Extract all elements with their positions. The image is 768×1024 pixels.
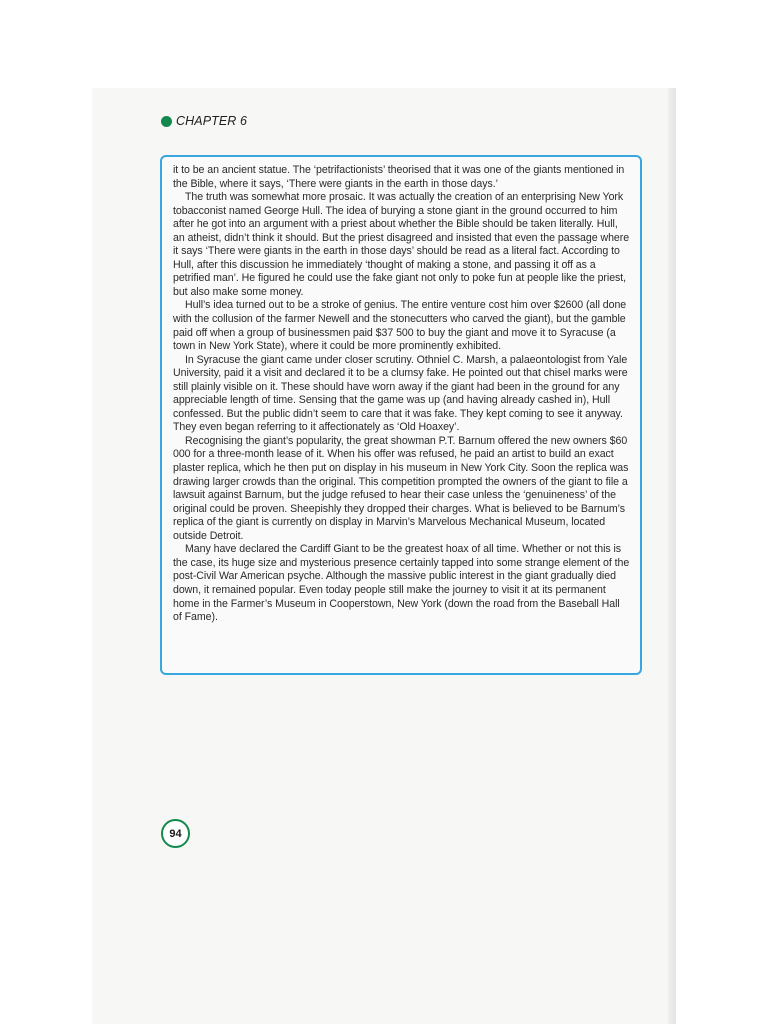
paragraph-2: The truth was somewhat more prosaic. It was actually the creation of an enterprising New York tobacconist named George Hull. The idea of burying a stone giant in the ground occurred to him after he got into an argument with a priest about whether the Bible should be taken literally. Hull, an atheist, didn’t think it should. But the priest disagreed and insisted that even the passage where it says ‘There were giants in the earth in those days’ should be read as a literal fact. According to Hull, after this discussion he immediately ‘thought of making a stone, and passing it off as a petrified man’. He figured he could use the fake giant not only to poke fun at people like the priest, but also make some money. [173,191,630,298]
chapter-heading [161,114,247,128]
paragraph-5: Recognising the giant’s popularity, the great showman P.T. Barnum offered the new owners $60 000 for a three-month lease of it. When his offer was refused, he paid an artist to build an exact plaster replica, which he then put on display in his museum in New York City. Soon the replica was drawing larger crowds than the original. This competition prompted the owners of the giant to file a lawsuit against Barnum, but the judge refused to hear their case unless the ‘genuineness’ of the original could be proven. Sheepishly they dropped their charges. What is believed to be Barnum’s replica of the giant is currently on display in Marvin’s Marvelous Mechanical Museum, located outside Detroit. [173,434,629,542]
page-number-badge [161,819,190,848]
paragraph-6: Many have declared the Cardiff Giant to be the greatest hoax of all time. Whether or not this is the case, its huge size and mysterious presence certainly tapped into some strange element of the post-Civil War American psyche. Although the massive public interest in the giant gradually died down, it remained popular. Even today people still make the journey to visit it at its permanent home in the Farmer’s Museum in Cooperstown, New York (down the road from the Baseball Hall of Fame). [173,543,630,624]
page-edge-shadow [668,88,676,1024]
page-number: 94 [169,827,182,840]
text-box [160,155,642,675]
chapter-label: CHAPTER 6 [176,114,248,128]
paragraph-4: In Syracuse the giant came under closer scrutiny. Othniel C. Marsh, a palaeontologist from Yale University, paid it a visit and declared it to be a clumsy fake. He pointed out that chisel marks were still plainly visible on it. These should have worn away if the giant had been in the ground for any appreciable length of time. Sensing that the game was up (and having already cashed in), Hull confessed. But the public didn’t seem to care that it was fake. They kept coming to see it anyway. They even began referring to it affectionately as ‘Old Hoaxey’. [173,353,628,434]
chapter-bullet-icon [161,116,172,127]
paragraph-3: Hull’s idea turned out to be a stroke of genius. The entire venture cost him over $2600 (all done with the collusion of the farmer Newell and the stonecutters who carved the giant), but the gamble paid off when a group of businessmen paid $37 500 to buy the giant and move it to Syracuse (a town in New York State), where it could be more prominently exhibited. [173,299,627,353]
paragraph-1: it to be an ancient statue. The ‘petrifactionists’ theorised that it was one of the giants mentioned in the Bible, where it says, ‘There were giants in the earth in those days.’ [173,164,625,190]
